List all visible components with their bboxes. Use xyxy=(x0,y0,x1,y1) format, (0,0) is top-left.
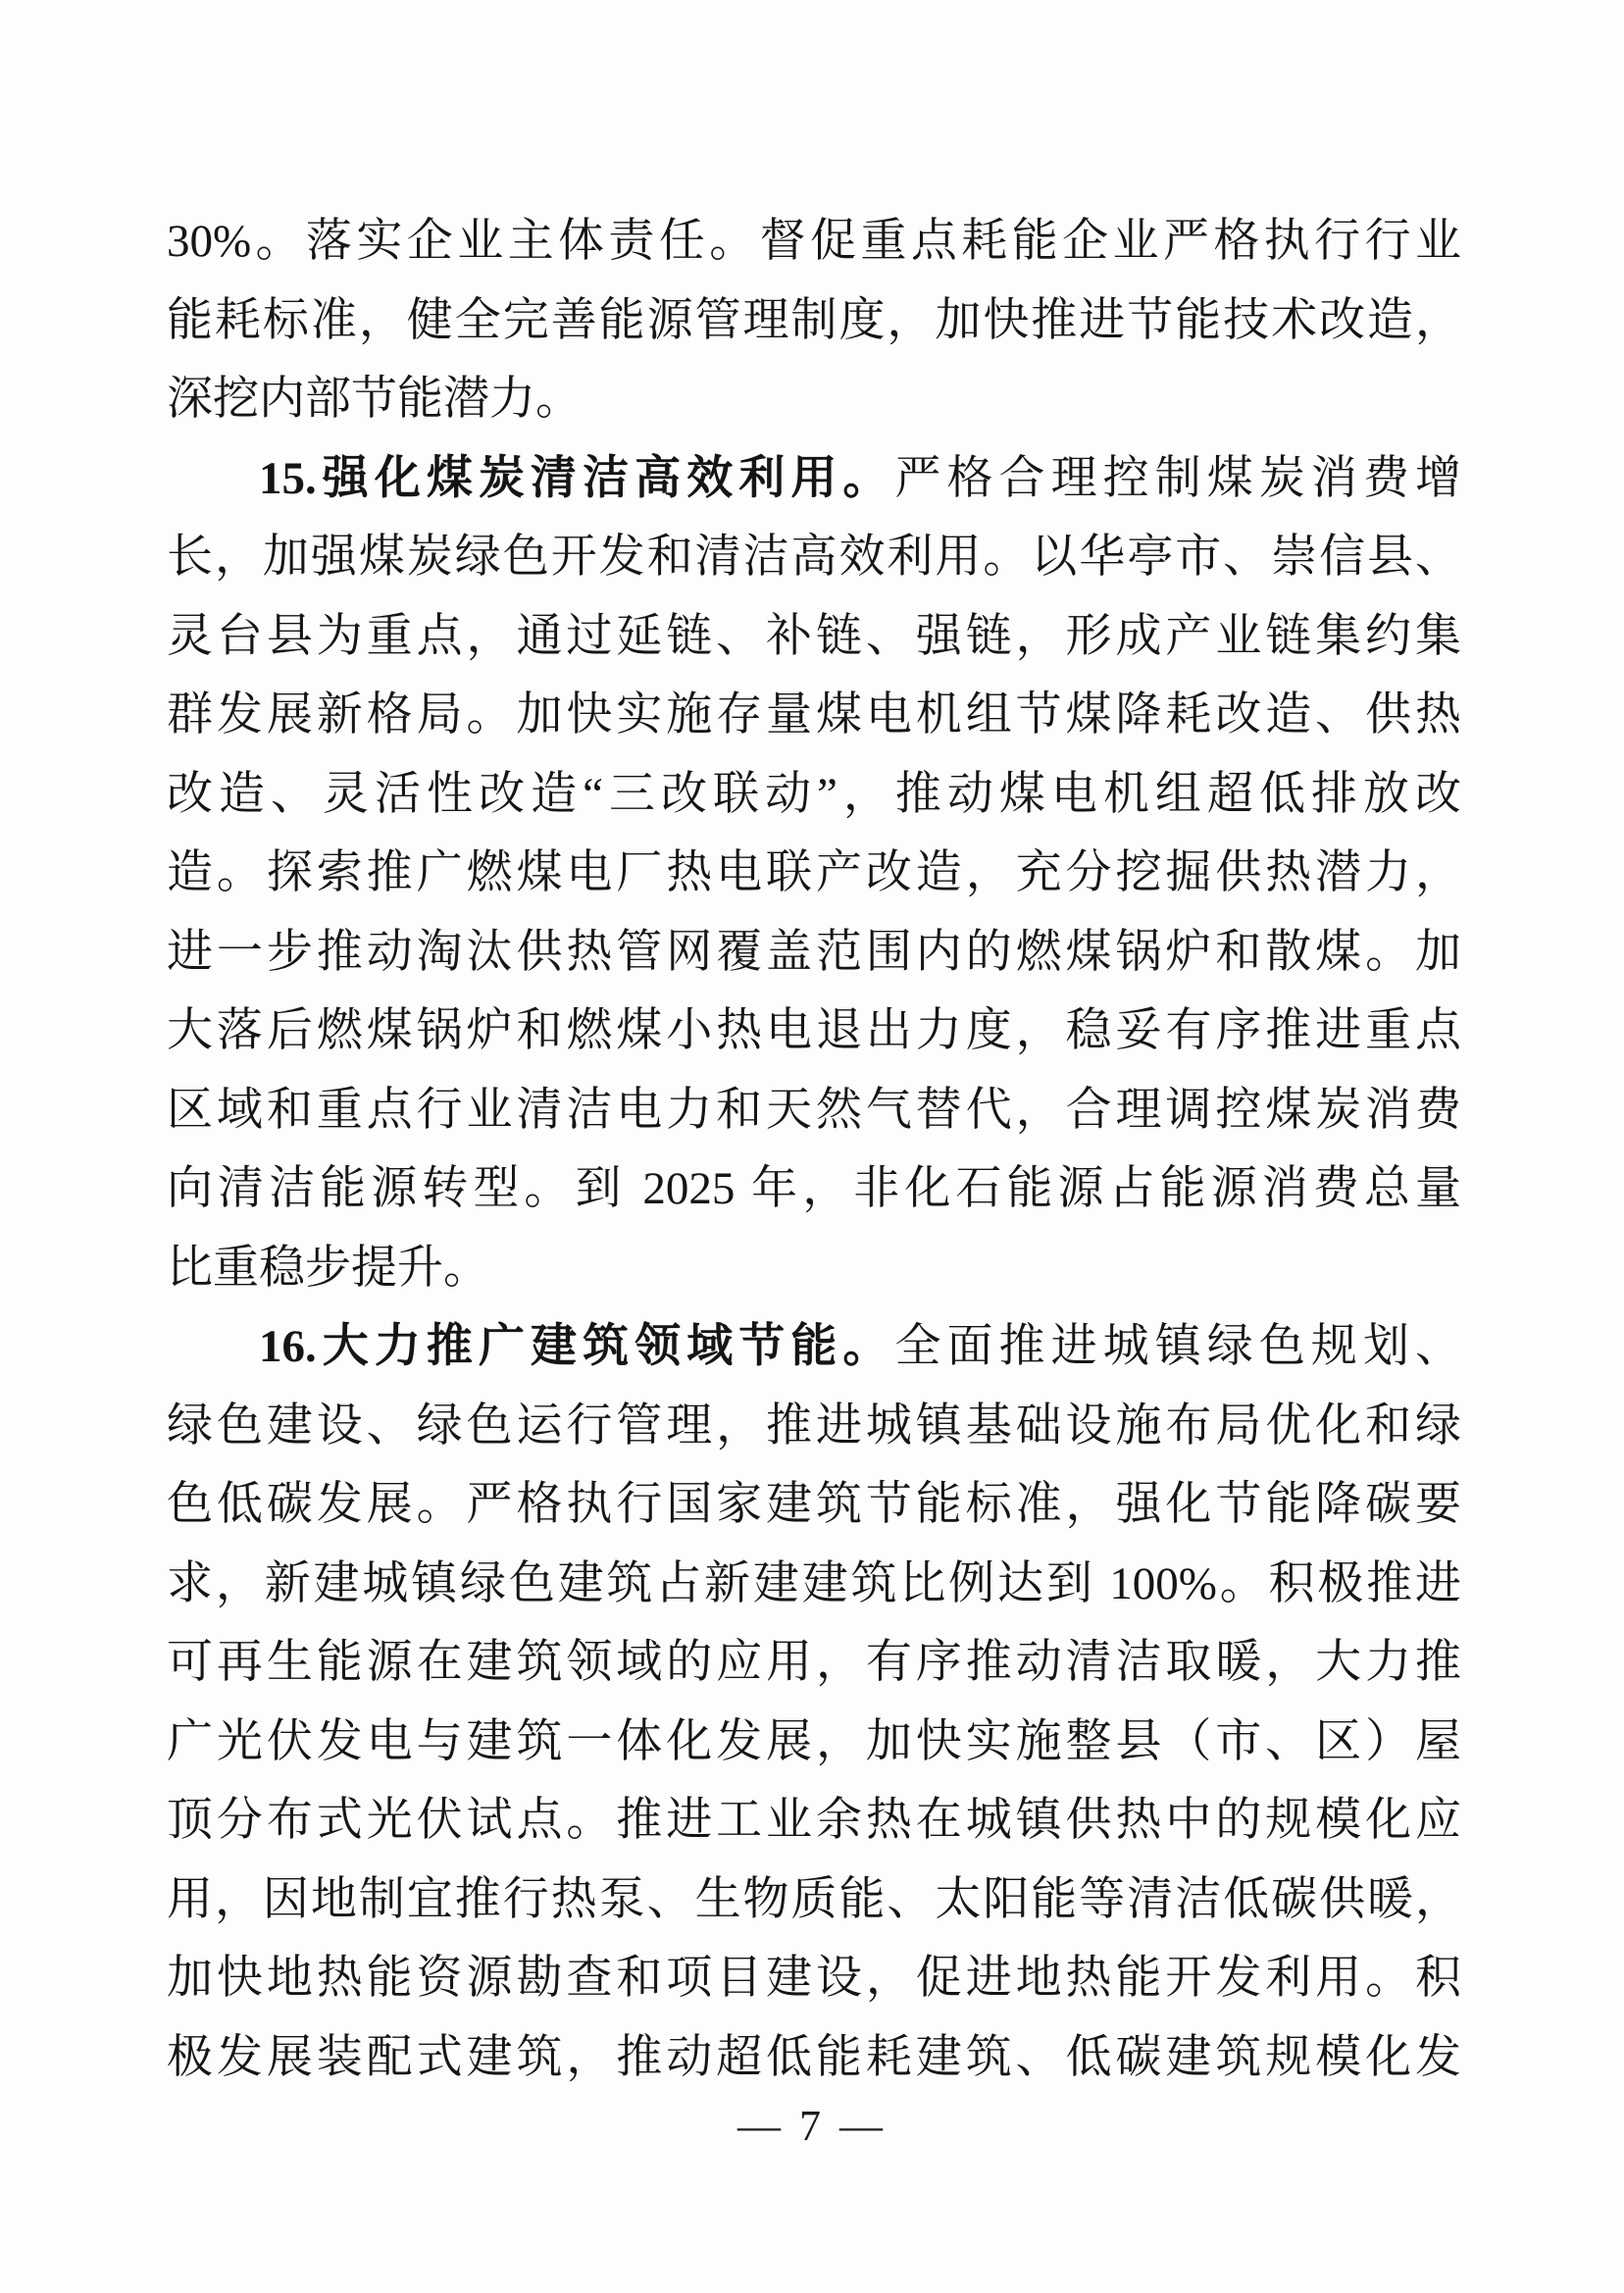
paragraph-16-line xyxy=(167,1703,1461,1782)
paragraph-16-line xyxy=(167,1387,1461,1466)
line-text: 严格合理控制煤炭消费增 xyxy=(894,452,1461,504)
line-text: 极发展装配式建筑，推动超低能耗建筑、低碳建筑规模化发 xyxy=(167,2031,1461,2083)
paragraph-16-heading: 16.大力推广建筑领域节能。 xyxy=(259,1321,895,1372)
paragraph-16-line xyxy=(167,1545,1461,1624)
paragraph-14-continuation-line xyxy=(167,202,1461,281)
line-text: 顶分布式光伏试点。推进工业余热在城镇供热中的规模化应 xyxy=(167,1795,1461,1846)
paragraph-15-line xyxy=(167,439,1461,519)
line-text: 区域和重点行业清洁电力和天然气替代，合理调控煤炭消费 xyxy=(167,1084,1461,1136)
line-text: 大落后燃煤锅炉和燃煤小热电退出力度，稳妥有序推进重点 xyxy=(167,1005,1461,1056)
paragraph-15-heading: 15.强化煤炭清洁高效利用。 xyxy=(259,452,895,504)
paragraph-15-line xyxy=(167,676,1461,755)
line-text: 群发展新格局。加快实施存量煤电机组节煤降耗改造、供热 xyxy=(167,689,1461,740)
line-text: 求，新建城镇绿色建筑占新建建筑比例达到 100%。积极推进 xyxy=(167,1557,1461,1609)
line-text: 绿色建设、绿色运行管理，推进城镇基础设施布局优化和绿 xyxy=(167,1400,1461,1452)
paragraph-16-line xyxy=(167,1465,1461,1545)
paragraph-14-continuation-line xyxy=(167,360,1461,439)
line-text: 向清洁能源转型。到 2025 年，非化石能源占能源消费总量 xyxy=(167,1163,1461,1214)
page-number: — 7 — xyxy=(737,2102,887,2150)
line-text: 30%。落实企业主体责任。督促重点耗能企业严格执行行业 xyxy=(167,216,1461,267)
paragraph-16-line xyxy=(167,1860,1461,1940)
paragraph-16-line xyxy=(167,1623,1461,1703)
line-text: 加快地热能资源勘查和项目建设，促进地热能开发利用。积 xyxy=(167,1953,1461,2004)
line-text: 能耗标准，健全完善能源管理制度，加快推进节能技术改造， xyxy=(167,294,1461,346)
paragraph-15-line xyxy=(167,992,1461,1071)
line-text: 全面推进城镇绿色规划、 xyxy=(894,1321,1461,1372)
paragraph-15-line xyxy=(167,1149,1461,1229)
paragraph-14-continuation-line xyxy=(167,281,1461,361)
line-text: 用，因地制宜推行热泵、生物质能、太阳能等清洁低碳供暖， xyxy=(167,1873,1461,1925)
paragraph-15-line xyxy=(167,834,1461,913)
paragraph-15-line xyxy=(167,1229,1461,1308)
document-body xyxy=(167,202,1461,2097)
paragraph-15-line xyxy=(167,1071,1461,1150)
paragraph-16-line xyxy=(167,1781,1461,1860)
paragraph-16-line xyxy=(167,2018,1461,2098)
paragraph-15-line xyxy=(167,518,1461,597)
paragraph-16-line xyxy=(167,1307,1461,1387)
line-text: 进一步推动淘汰供热管网覆盖范围内的燃煤锅炉和散煤。加 xyxy=(167,926,1461,978)
line-text: 造。探索推广燃煤电厂热电联产改造，充分挖掘供热潜力， xyxy=(167,847,1461,898)
line-text: 色低碳发展。严格执行国家建筑节能标准，强化节能降碳要 xyxy=(167,1479,1461,1530)
line-text: 改造、灵活性改造“三改联动”，推动煤电机组超低排放改 xyxy=(167,768,1461,820)
line-text: 长，加强煤炭绿色开发和清洁高效利用。以华亭市、崇信县、 xyxy=(167,532,1461,583)
paragraph-15-line xyxy=(167,597,1461,677)
paragraph-15-line xyxy=(167,755,1461,835)
line-text: 可再生能源在建筑领域的应用，有序推动清洁取暖，大力推 xyxy=(167,1637,1461,1688)
line-text: 深挖内部节能潜力。 xyxy=(167,374,582,425)
paragraph-16-line xyxy=(167,1939,1461,2018)
line-text: 广光伏发电与建筑一体化发展，加快实施整县（市、区）屋 xyxy=(167,1715,1461,1767)
paragraph-15-line xyxy=(167,913,1461,993)
line-text: 比重稳步提升。 xyxy=(167,1242,489,1294)
line-text: 灵台县为重点，通过延链、补链、强链，形成产业链集约集 xyxy=(167,610,1461,662)
